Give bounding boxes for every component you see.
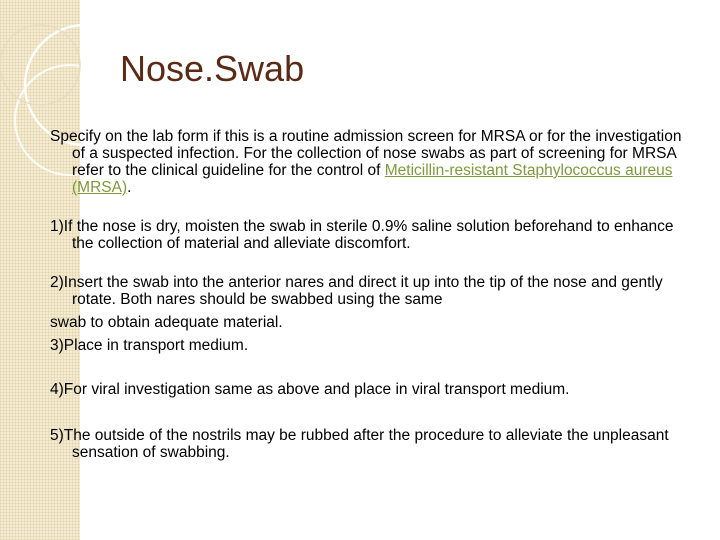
step-2-continued: swab to obtain adequate material.: [50, 314, 283, 331]
slide-body: [50, 128, 690, 461]
mrsa-guideline-link[interactable]: Meticillin-resistant Staphylococcus aureus (MRSA): [72, 162, 673, 196]
intro-text: Specify on the lab form if this is a routine admission screen for MRSA or for the investigation of a suspected infection. For the collection of nose swabs as part of screening for MRSA refer to the clinical guideline for the control of: [50, 128, 682, 179]
intro-paragraph: [50, 128, 690, 196]
step-4: 4)For viral investigation same as above and place in viral transport medium.: [50, 381, 570, 398]
step-1: 1)If the nose is dry, moisten the swab in sterile 0.9% saline solution beforehand to enhance the collection of material and alleviate discomfort.: [50, 218, 674, 252]
step-2: 2)Insert the swab into the anterior nares and direct it up into the tip of the nose and gently rotate. Both nares should be swabbed using the same: [50, 274, 663, 308]
page-title: Nose.Swab: [120, 48, 305, 89]
intro-end: .: [127, 179, 132, 196]
step-5: 5)The outside of the nostrils may be rubbed after the procedure to alleviate the unpleasant sensation of swabbing.: [50, 427, 669, 461]
step-3: 3)Place in transport medium.: [50, 337, 249, 354]
